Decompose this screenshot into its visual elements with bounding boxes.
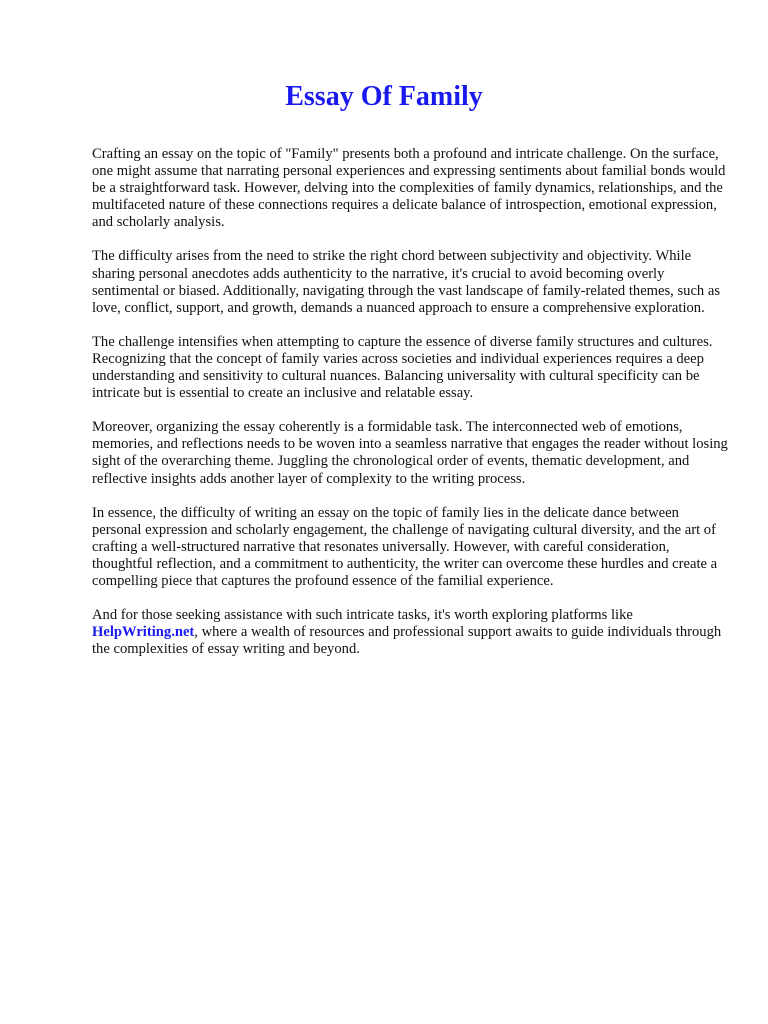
essay-body — [92, 146, 728, 675]
paragraph-6 — [92, 607, 728, 658]
page-title: Essay Of Family — [285, 81, 483, 112]
paragraph-2: The difficulty arises from the need to strike the right chord between subjectivity and objectivity. While sharing personal anecdotes adds authenticity to the narrative, it's crucial to avoid becoming overly sentimental or biased. Additionally, navigating through the vast landscape of family-related themes, such as love, conflict, support, and growth, demands a nuanced approach to ensure a comprehensive exploration. — [92, 248, 721, 316]
paragraph-5: In essence, the difficulty of writing an essay on the topic of family lies in the delicate dance between personal expression and scholarly engagement, the challenge of navigating cultural diversity, and the art of crafting a well-structured narrative that resonates universally. However, with careful consideration, thoughtful reflection, and a commitment to authenticity, the writer can overcome these hurdles and create a compelling piece that captures the profound essence of the familial experience. — [92, 504, 718, 589]
paragraph-6-after-link: , where a wealth of resources and professional support awaits to guide individuals through the complexities of essay writing and beyond. — [92, 624, 722, 658]
paragraph-3: The challenge intensifies when attempting to capture the essence of diverse family structures and cultures. Recognizing that the concept of family varies across societies and individual experiences requires a deep understanding and sensitivity to cultural nuances. Balancing universality with cultural specificity can be intricate but is essential to create an inclusive and relatable essay. — [92, 333, 713, 402]
paragraph-6-before-link: And for those seeking assistance with such intricate tasks, it's worth exploring platforms like — [92, 607, 633, 624]
paragraph-4: Moreover, organizing the essay coherently is a formidable task. The interconnected web of emotions, memories, and reflections needs to be woven into a seamless narrative that engages the reader without losing sight of the overarching theme. Juggling the chronological order of events, thematic development, and reflective insights adds another layer of complexity to the writing process. — [92, 419, 728, 487]
paragraph-1: Crafting an essay on the topic of "Family" presents both a profound and intricate challenge. On the surface, one might assume that narrating personal experiences and expressing sentiments about familial bonds would be a straightforward task. However, delving into the complexities of family dynamics, relationships, and the multifaceted nature of these connections requires a delicate balance of introspection, emotional expression, and scholarly analysis. — [92, 146, 726, 231]
helpwriting-link[interactable]: HelpWriting.net — [92, 624, 195, 641]
